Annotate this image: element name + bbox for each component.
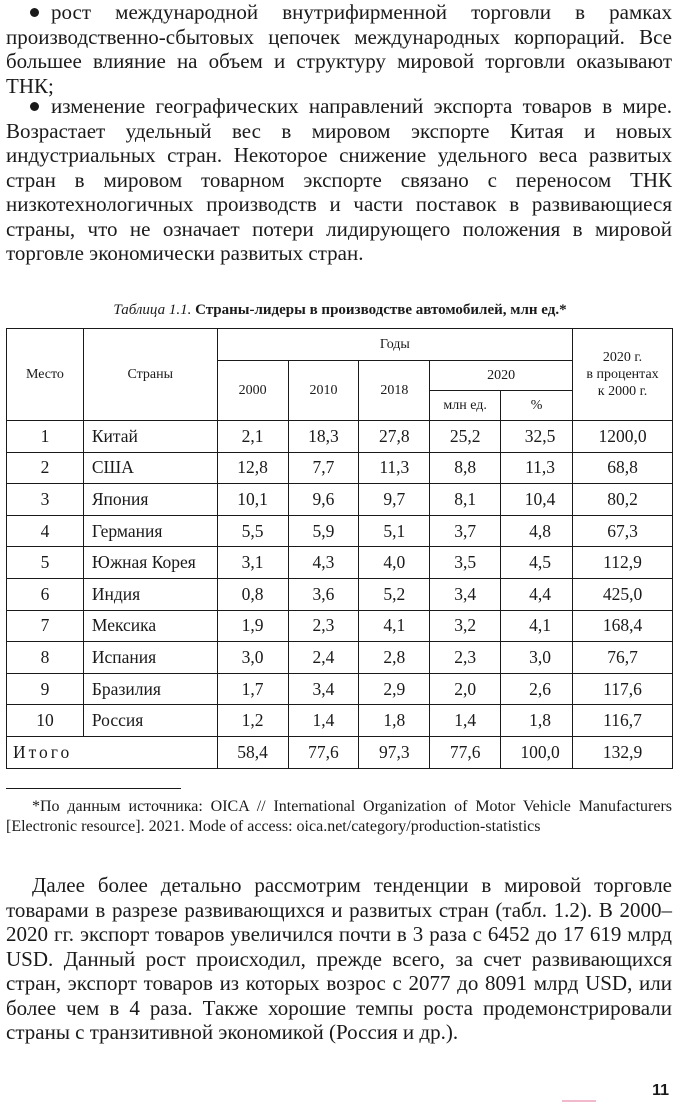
cell-total-label: Итого <box>7 736 218 768</box>
cell-country: Китай <box>83 421 217 453</box>
cell-2000: 0,8 <box>217 578 288 610</box>
cell-percent: 10,4 <box>501 484 573 516</box>
cell-place: 1 <box>7 421 84 453</box>
cell-ratio: 425,0 <box>573 578 673 610</box>
table-row <box>7 452 673 484</box>
cell-country: США <box>83 452 217 484</box>
table-row <box>7 421 673 453</box>
cell-ratio: 168,4 <box>573 610 673 642</box>
cell-place: 9 <box>7 673 84 705</box>
cell-2000: 1,9 <box>217 610 288 642</box>
table-caption-title: Страны-лидеры в производстве автомобилей, млн ед.* <box>195 302 567 318</box>
table-row <box>7 610 673 642</box>
cell-2018: 27,8 <box>359 421 430 453</box>
cell-percent: 32,5 <box>501 421 573 453</box>
cell-percent: 11,3 <box>501 452 573 484</box>
cell-total-percent: 100,0 <box>501 736 573 768</box>
cell-percent: 4,5 <box>501 547 573 579</box>
table-row <box>7 578 673 610</box>
table-caption-label: Таблица 1.1. <box>113 302 192 318</box>
cell-2020: 2,0 <box>430 673 501 705</box>
cell-percent: 3,0 <box>501 642 573 674</box>
cell-total-2010: 77,6 <box>288 736 359 768</box>
cell-country: Япония <box>83 484 217 516</box>
cell-2020: 2,3 <box>430 642 501 674</box>
cell-place: 7 <box>7 610 84 642</box>
cell-place: 6 <box>7 578 84 610</box>
header-percent: % <box>501 391 573 421</box>
cell-2010: 2,3 <box>288 610 359 642</box>
cell-2000: 3,0 <box>217 642 288 674</box>
table-row <box>7 642 673 674</box>
table-row <box>7 484 673 516</box>
cell-2018: 2,8 <box>359 642 430 674</box>
table-total-row <box>7 736 673 768</box>
car-production-table <box>6 328 673 769</box>
table-row <box>7 515 673 547</box>
header-place: Место <box>7 329 84 421</box>
header-countries: Страны <box>83 329 217 421</box>
cell-2018: 5,2 <box>359 578 430 610</box>
cell-ratio: 116,7 <box>573 705 673 737</box>
cell-percent: 4,1 <box>501 610 573 642</box>
cell-country: Мексика <box>83 610 217 642</box>
table-caption <box>0 302 680 319</box>
cell-ratio: 68,8 <box>573 452 673 484</box>
cell-2018: 5,1 <box>359 515 430 547</box>
cell-2000: 5,5 <box>217 515 288 547</box>
cell-2000: 3,1 <box>217 547 288 579</box>
footnote: *По данным источника: OICA // International Organization of Motor Vehicle Manufacturers [Electronic resource]. 2021. Mode of access: oica.net/category/production-statistics <box>6 798 672 835</box>
cell-2020: 3,2 <box>430 610 501 642</box>
cell-ratio: 76,7 <box>573 642 673 674</box>
header-ratio <box>573 329 673 421</box>
cell-2010: 1,4 <box>288 705 359 737</box>
header-ratio-line1: 2020 г. <box>602 350 643 365</box>
cell-country: Германия <box>83 515 217 547</box>
cell-country: Индия <box>83 578 217 610</box>
cell-2010: 3,6 <box>288 578 359 610</box>
cell-place: 10 <box>7 705 84 737</box>
cell-country: Бразилия <box>83 673 217 705</box>
cell-2000: 10,1 <box>217 484 288 516</box>
header-ratio-line3: к 2000 г. <box>597 384 648 399</box>
cell-place: 5 <box>7 547 84 579</box>
table-row <box>7 673 673 705</box>
cell-2020: 8,1 <box>430 484 501 516</box>
cell-2018: 4,0 <box>359 547 430 579</box>
cell-total-2018: 97,3 <box>359 736 430 768</box>
bullet-text-trade: рост международной внутрифирменной торговли в рамках производственно-сбытовых цепочек международных корпораций. Все большее влияние на объем и структуру мировой торговли оказывают ТНК; <box>6 0 672 98</box>
cell-2020: 3,7 <box>430 515 501 547</box>
cell-ratio: 1200,0 <box>573 421 673 453</box>
cell-2020: 1,4 <box>430 705 501 737</box>
header-year-2020: 2020 <box>430 361 573 391</box>
header-mln-units: млн ед. <box>430 391 501 421</box>
cell-total-ratio: 132,9 <box>573 736 673 768</box>
cell-2018: 2,9 <box>359 673 430 705</box>
cell-percent: 1,8 <box>501 705 573 737</box>
header-years: Годы <box>217 329 572 361</box>
header-year-2000: 2000 <box>217 361 288 421</box>
cell-place: 3 <box>7 484 84 516</box>
closing-paragraph: Далее более детально рассмотрим тенденции в мировой торговле товарами в разрезе развивающихся и развитых стран (табл. 1.2). В 2000–2020 гг. экспорт товаров увеличился почти в 3 раза с 6452 до 17 619 млрд USD. Данный рост происходил, прежде всего, за счет развивающихся стран, экспорт товаров из которых возрос с 2077 до 8091 млрд USD, или более чем в 4 раза. Также хорошие темпы роста продемонстрировали страны с транзитивной экономикой (Россия и др.). <box>6 873 672 1044</box>
footnote-divider <box>6 788 181 789</box>
cell-2000: 12,8 <box>217 452 288 484</box>
cell-2010: 9,6 <box>288 484 359 516</box>
table-row <box>7 547 673 579</box>
cell-2018: 11,3 <box>359 452 430 484</box>
cell-2020: 3,5 <box>430 547 501 579</box>
cell-2010: 18,3 <box>288 421 359 453</box>
cell-2010: 7,7 <box>288 452 359 484</box>
bullet-icon <box>30 102 39 111</box>
cell-country: Южная Корея <box>83 547 217 579</box>
bullet-icon <box>30 8 39 17</box>
cell-percent: 4,4 <box>501 578 573 610</box>
bullet-text-export: изменение географических направлений экспорта товаров в мире. Возрастает удельный вес в мировом экспорте Китая и новых индустриальных стран. Некоторое снижение удельного веса развитых стран в мировом товарном экспорте связано с переносом ТНК низкотехнологичных производств и части поставок в развивающиеся страны, что не означает потери лидирующего положения в мировой торговле экономически развитых стран. <box>6 94 672 265</box>
cell-ratio: 117,6 <box>573 673 673 705</box>
cell-2000: 1,2 <box>217 705 288 737</box>
page-number: 11 <box>652 1082 669 1099</box>
cell-2010: 2,4 <box>288 642 359 674</box>
cell-2000: 2,1 <box>217 421 288 453</box>
cell-2010: 5,9 <box>288 515 359 547</box>
decorative-mark <box>562 1100 596 1102</box>
cell-percent: 4,8 <box>501 515 573 547</box>
cell-ratio: 112,9 <box>573 547 673 579</box>
cell-2018: 4,1 <box>359 610 430 642</box>
cell-2010: 4,3 <box>288 547 359 579</box>
cell-2018: 9,7 <box>359 484 430 516</box>
cell-place: 2 <box>7 452 84 484</box>
cell-country: Россия <box>83 705 217 737</box>
cell-ratio: 80,2 <box>573 484 673 516</box>
cell-2020: 8,8 <box>430 452 501 484</box>
cell-total-2000: 58,4 <box>217 736 288 768</box>
bullet-paragraph-trade <box>6 0 672 98</box>
cell-ratio: 67,3 <box>573 515 673 547</box>
cell-2020: 3,4 <box>430 578 501 610</box>
cell-place: 8 <box>7 642 84 674</box>
cell-percent: 2,6 <box>501 673 573 705</box>
header-year-2018: 2018 <box>359 361 430 421</box>
cell-total-2020: 77,6 <box>430 736 501 768</box>
cell-2000: 1,7 <box>217 673 288 705</box>
header-ratio-line2: в процентах <box>586 367 659 382</box>
cell-2018: 1,8 <box>359 705 430 737</box>
cell-country: Испания <box>83 642 217 674</box>
cell-place: 4 <box>7 515 84 547</box>
table-row <box>7 705 673 737</box>
header-year-2010: 2010 <box>288 361 359 421</box>
bullet-paragraph-export <box>6 94 672 266</box>
cell-2020: 25,2 <box>430 421 501 453</box>
cell-2010: 3,4 <box>288 673 359 705</box>
